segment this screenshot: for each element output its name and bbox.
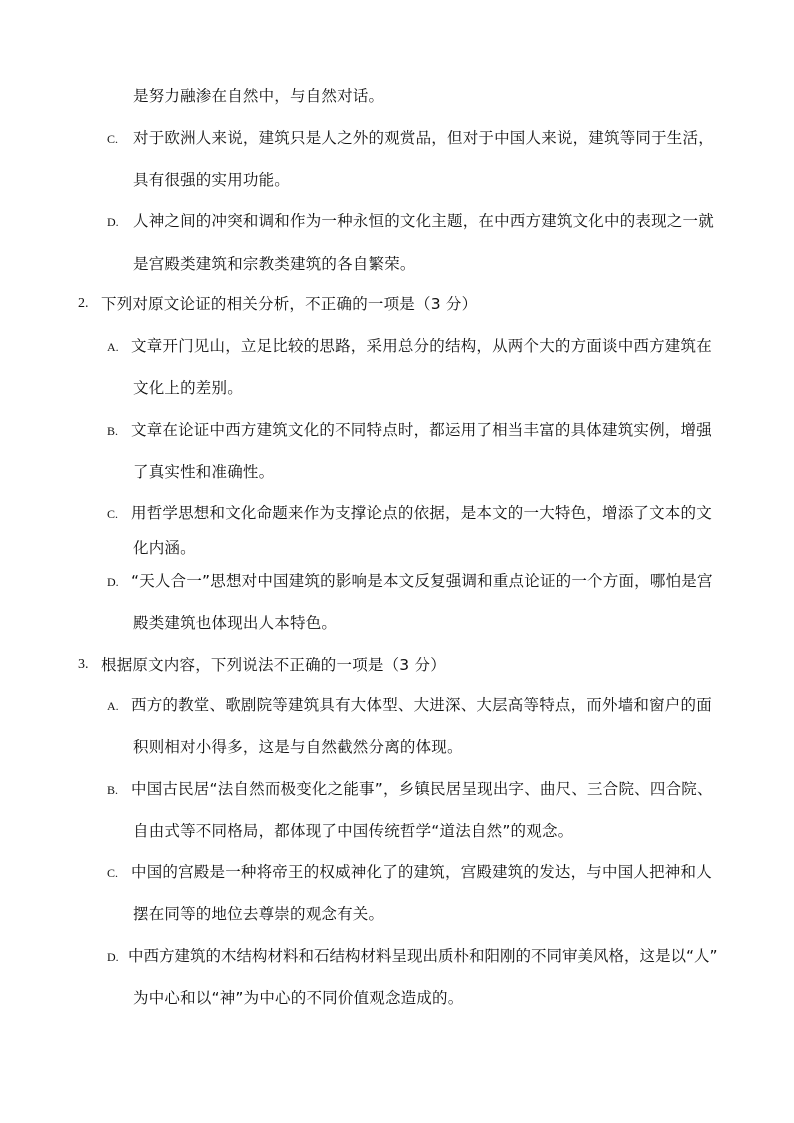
q3-option-b-line2: 自由式等不同格局，都体现了中国传统哲学“道法自然”的观念。 [133,822,574,840]
q2-option-a-line2: 文化上的差别。 [133,379,243,397]
q3-option-a-line1: 西方的教堂、歌剧院等建筑具有大体型、大进深、大层高等特点，而外墙和窗户的面 [131,696,712,714]
q2-option-d-label: D. [107,575,119,589]
q2-option-b-label: B. [107,424,119,438]
q3-stem: 根据原文内容，下列说法不正确的一项是（3 分） [101,656,446,674]
q2-number: 2. [78,296,89,311]
q1-option-d-label: D. [107,215,119,229]
q1-option-c-line2: 具有很强的实用功能。 [133,171,291,189]
q2-option-d-line2: 殿类建筑也体现出人本特色。 [133,614,338,632]
q3-option-b-line1: 中国古民居“法自然而极变化之能事”，乡镇民居呈现出字、曲尺、三合院、四合院、 [131,780,713,798]
prev-option-line2: 是努力融渗在自然中，与自然对话。 [133,87,385,105]
q2-option-d-line1: “天人合一”思想对中国建筑的影响是本文反复强调和重点论证的一个方面，哪怕是宫 [131,572,713,590]
q2-option-a-line1: 文章开门见山，立足比较的思路，采用总分的结构，从两个大的方面谈中西方建筑在 [131,337,712,355]
q3-option-b-label: B. [107,783,119,797]
q1-option-c-label: C. [107,132,119,146]
q3-option-c-line1: 中国的宫殿是一种将帝王的权威神化了的建筑，宫殿建筑的发达，与中国人把神和人 [131,863,712,881]
q2-option-a-label: A. [107,340,119,354]
q2-option-c-label: C. [107,507,119,521]
q2-option-b-line2: 了真实性和准确性。 [133,463,275,481]
q2-option-c-line2: 化内涵。 [133,539,196,557]
q1-option-d-line2: 是宫殿类建筑和宗教类建筑的各自繁荣。 [133,255,416,273]
q1-option-d-line1: 人神之间的冲突和调和作为一种永恒的文化主题，在中西方建筑文化中的表现之一就 [133,212,714,230]
q1-option-c-line1: 对于欧洲人来说，建筑只是人之外的观赏品，但对于中国人来说，建筑等同于生活， [133,129,714,147]
q2-option-c-line1: 用哲学思想和文化命题来作为支撑论点的依据，是本文的一大特色，增添了文本的文 [131,504,712,522]
q3-option-a-line2: 积则相对小得多，这是与自然截然分离的体现。 [133,738,463,756]
q3-option-d-label: D. [107,950,119,964]
q3-option-d-line1: 中西方建筑的木结构材料和石结构材料呈现出质朴和阳刚的不同审美风格，这是以“人” [128,947,718,965]
q3-number: 3. [78,657,89,672]
q3-option-a-label: A. [107,699,119,713]
q3-option-d-line2: 为中心和以“神”为中心的不同价值观念造成的。 [133,989,464,1007]
q2-stem: 下列对原文论证的相关分析，不正确的一项是（3 分） [101,295,478,313]
q3-option-c-line2: 摆在同等的地位去尊崇的观念有关。 [133,905,385,923]
q2-option-b-line1: 文章在论证中西方建筑文化的不同特点时，都运用了相当丰富的具体建筑实例，增强 [131,421,712,439]
q3-option-c-label: C. [107,866,119,880]
